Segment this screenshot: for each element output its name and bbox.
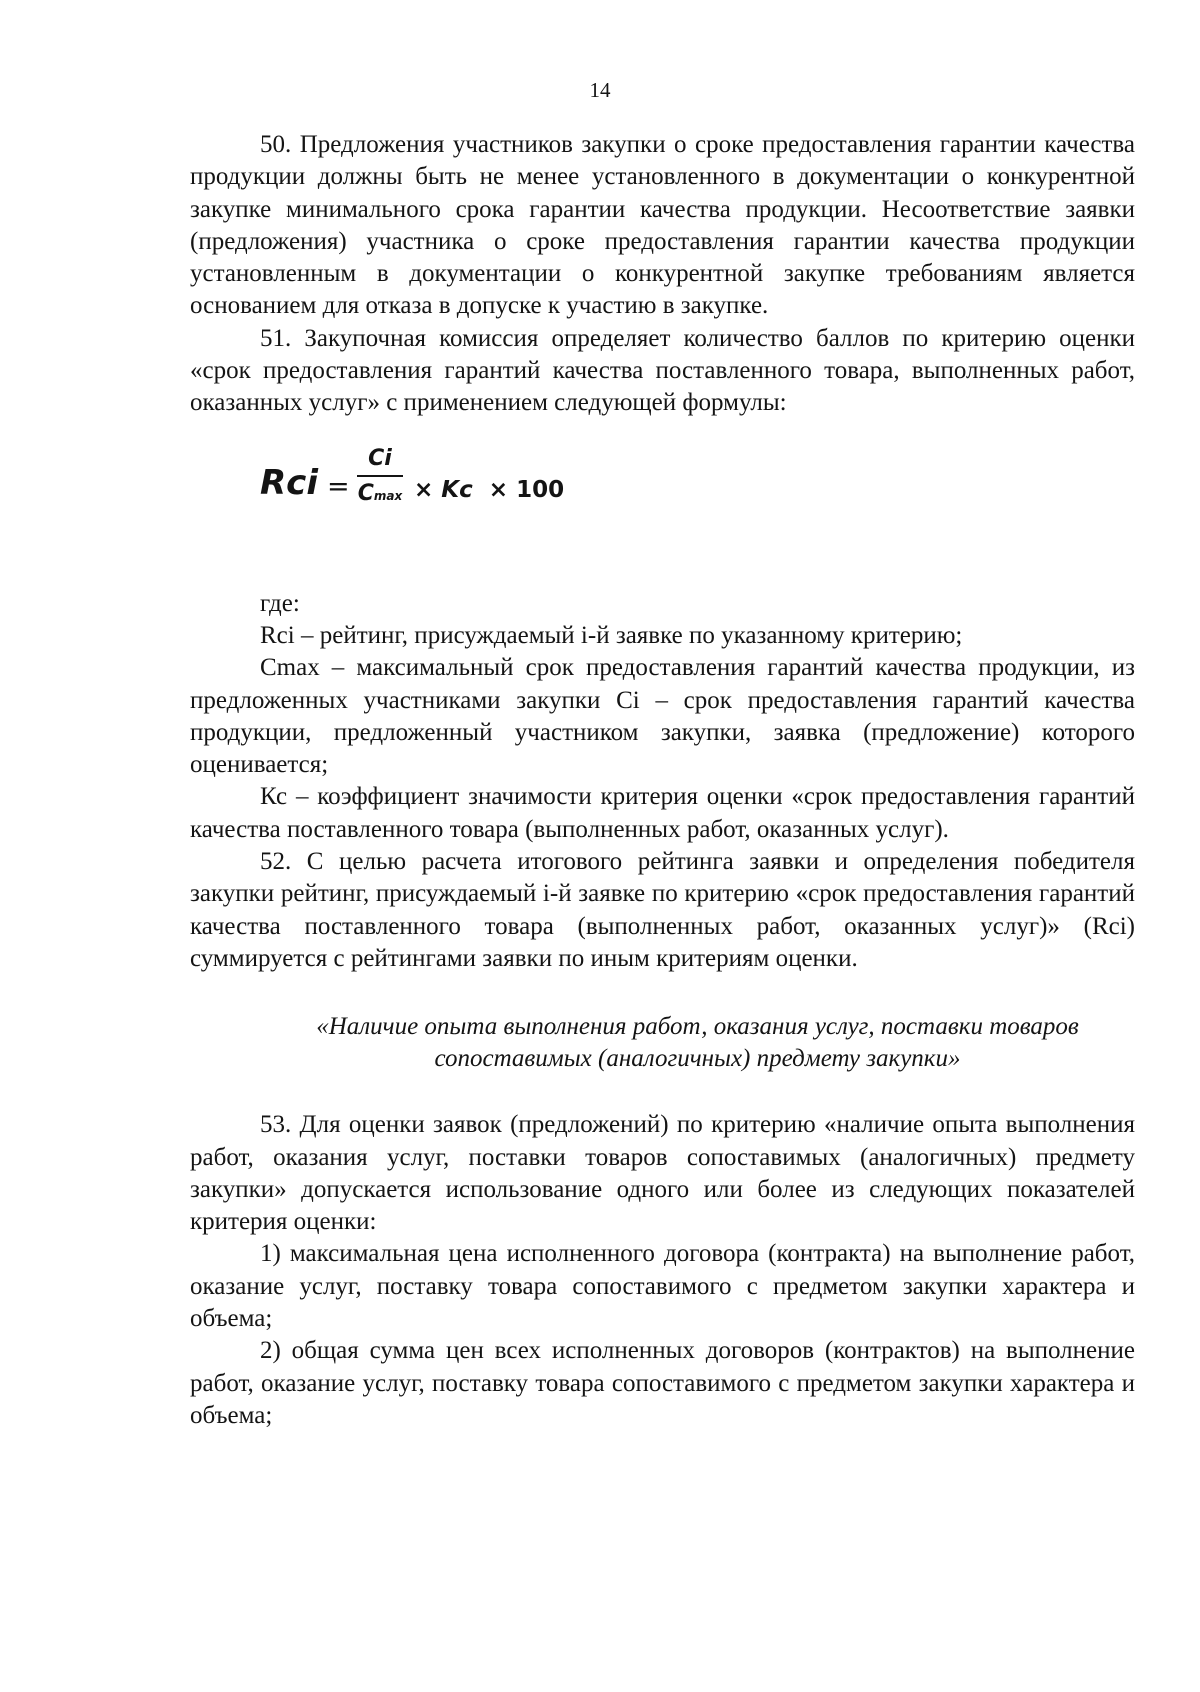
definition-cmax: Cmax – максимальный срок предоставления гарантий качества продукции, из предложенных участниками закупки Ci – срок предоставления гарантий качества продукции, предложенный участником закупки, заявка (предложение) которого оценивается; — [190, 654, 1135, 779]
multiplier-value: 100 — [516, 476, 565, 503]
denominator-subscript: max — [373, 488, 403, 503]
paragraph-51: 51. Закупочная комиссия определяет количество баллов по критерию оценки «срок предоставления гарантий качества поставленного товара, выполненных работ, оказанных услуг» с применением следующей формулы: — [190, 324, 1135, 417]
denominator-main: C — [357, 480, 374, 506]
times-sign-1: × — [414, 476, 434, 503]
formula-tail — [414, 474, 564, 506]
formula-lhs: Rci — [260, 462, 318, 503]
section-heading-line-2: сопоставимых (аналогичных) предмету закупки» — [434, 1045, 961, 1073]
formula-denominator — [354, 477, 406, 513]
formula-fraction — [354, 443, 406, 513]
times-sign-2: × — [488, 476, 509, 503]
list-item-1: 1) максимальная цена исполненного договора (контракта) на выполнение работ, оказание услуг, поставку товара сопоставимого с предметом закупки характера и объема; — [190, 1240, 1135, 1333]
coefficient: Kc — [441, 476, 473, 503]
formula-numerator: Ci — [368, 445, 392, 471]
paragraph-53: 53. Для оценки заявок (предложений) по критерию «наличие опыта выполнения работ, оказания услуг, поставки товаров сопоставимых (аналогичных) предмету закупки» допускается использование одного или более из следующих показателей критерия оценки: — [190, 1111, 1135, 1236]
definition-rci: Rci – рейтинг, присуждаемый i-й заявке по указанному критерию; — [260, 621, 963, 649]
section-heading — [190, 1011, 1135, 1075]
section-heading-line-1: «Наличие опыта выполнения работ, оказания услуг, поставки товаров — [316, 1013, 1079, 1041]
list-item-2: 2) общая сумма цен всех исполненных договоров (контрактов) на выполнение работ, оказание услуг, поставку товара сопоставимого с предметом закупки характера и объема; — [190, 1337, 1135, 1429]
definition-kc: Кс – коэффициент значимости критерия оценки «срок предоставления гарантий качества поставленного товара (выполненных работ, оказанных услуг). — [190, 783, 1135, 843]
where-label: где: — [260, 589, 300, 617]
rating-formula — [190, 441, 1135, 543]
formula-equals: = — [327, 470, 350, 502]
page-number: 14 — [589, 78, 611, 102]
paragraph-50: 50. Предложения участников закупки о сроке предоставления гарантии качества продукции должны быть не менее установленного в документации о конкурентной закупке минимального срока гарантии качества продукции. Несоответствие заявки (предложения) участника о сроке предоставления гарантии качества продукции установленным в документации о конкурентной закупке требованиям является основанием для отказа в допуске к участию в закупке. — [190, 131, 1135, 320]
document-body — [190, 129, 1135, 1432]
paragraph-52: 52. С целью расчета итогового рейтинга заявки и определения победителя закупки рейтинг, присуждаемый i-й заявке по критерию «срок предоставления гарантий качества поставленного товара (выполненных работ, оказанных услуг)» (Rci) суммируется с рейтингами заявки по иным критериям оценки. — [190, 848, 1135, 972]
